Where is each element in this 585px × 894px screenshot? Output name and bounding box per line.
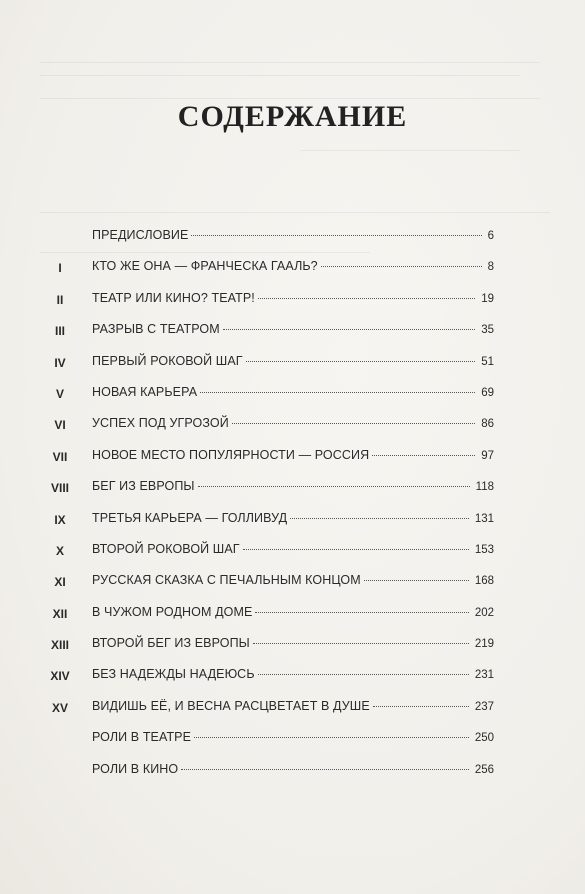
chapter-title: ТРЕТЬЯ КАРЬЕРА — ГОЛЛИВУД: [92, 510, 288, 525]
page-number: 51: [481, 355, 494, 368]
toc-entry: [0, 224, 585, 255]
toc-line: [92, 762, 494, 776]
chapter-number: VI: [54, 418, 66, 433]
dot-leader: [243, 549, 469, 550]
chapter-number: XIII: [50, 638, 69, 653]
toc-entry: [0, 381, 585, 412]
chapter-title: ВИДИШЬ ЕЁ, И ВЕСНА РАСЦВЕТАЕТ В ДУШЕ: [92, 698, 370, 713]
dot-leader: [255, 612, 468, 613]
chapter-title: РУССКАЯ СКАЗКА С ПЕЧАЛЬНЫМ КОНЦОМ: [92, 573, 361, 588]
chapter-number: V: [55, 386, 64, 401]
chapter-number: III: [54, 324, 65, 339]
dot-leader: [364, 580, 469, 581]
chapter-title: РАЗРЫВ С ТЕАТРОМ: [92, 322, 220, 337]
dot-leader: [232, 423, 475, 424]
toc-line: [92, 259, 494, 273]
page-number: 168: [474, 575, 494, 588]
chapter-title: НОВОЕ МЕСТО ПОПУЛЯРНОСТИ — РОССИЯ: [92, 447, 370, 462]
toc-line: [92, 228, 494, 242]
chapter-title: БЕГ ИЗ ЕВРОПЫ: [92, 479, 195, 494]
bleed-through-line: [40, 62, 540, 63]
page-number: 237: [474, 700, 494, 713]
toc-line: [92, 416, 494, 430]
page-number: 131: [474, 512, 494, 525]
toc-entry: [0, 507, 585, 538]
page-number: 231: [474, 669, 494, 682]
page-number: 153: [474, 543, 494, 556]
chapter-number: XIV: [50, 669, 70, 684]
chapter-title: НОВАЯ КАРЬЕРА: [92, 384, 198, 399]
bleed-through-line: [40, 212, 550, 213]
dot-leader: [321, 266, 482, 267]
bleed-through-line: [300, 150, 520, 151]
dot-leader: [246, 361, 476, 362]
page-number: 69: [481, 386, 494, 399]
dot-leader: [223, 329, 475, 330]
toc-entry: [0, 287, 585, 318]
chapter-number: IX: [54, 512, 66, 527]
chapter-number: IV: [54, 355, 66, 370]
page-number: 86: [481, 418, 494, 431]
toc-entry: [0, 726, 585, 757]
page-number: 19: [481, 292, 494, 305]
dot-leader: [290, 518, 469, 519]
chapter-title: ПРЕДИСЛОВИЕ: [92, 228, 189, 242]
page-number: 6: [487, 230, 494, 242]
dot-leader: [373, 706, 469, 707]
toc-entry: [0, 663, 585, 694]
toc-entry: [0, 444, 585, 475]
chapter-title: ТЕАТР ИЛИ КИНО? ТЕАТР!: [92, 290, 255, 305]
dot-leader: [194, 737, 469, 738]
chapter-title: В ЧУЖОМ РОДНОМ ДОМЕ: [92, 604, 253, 619]
toc-entry: [0, 318, 585, 349]
dot-leader: [253, 643, 469, 644]
toc-line: [92, 573, 494, 587]
page-number: 8: [487, 261, 494, 274]
chapter-number: X: [55, 543, 64, 558]
page-number: 118: [475, 481, 494, 494]
toc-line: [92, 636, 494, 650]
toc-line: [92, 354, 494, 368]
toc-line: [92, 322, 494, 336]
toc-entry: [0, 255, 585, 286]
chapter-number: II: [56, 292, 64, 307]
chapter-title: РОЛИ В ТЕАТРЕ: [92, 730, 192, 745]
bleed-through-line: [40, 98, 540, 99]
chapter-number: XII: [52, 606, 68, 621]
toc-entry: [0, 632, 585, 663]
chapter-title: УСПЕХ ПОД УГРОЗОЙ: [92, 416, 229, 431]
toc-line: [92, 542, 494, 556]
dot-leader: [181, 769, 469, 770]
page-number: 35: [481, 324, 494, 337]
toc-entry: [0, 538, 585, 569]
dot-leader: [372, 455, 475, 456]
dot-leader: [200, 392, 475, 393]
toc-line: [92, 385, 494, 399]
toc-line: [92, 730, 494, 744]
dot-leader: [198, 486, 470, 487]
dot-leader: [258, 298, 475, 299]
chapter-title: КТО ЖЕ ОНА — ФРАНЧЕСКА ГААЛЬ?: [92, 259, 318, 274]
page-number: 250: [474, 732, 494, 745]
toc-line: [92, 479, 494, 493]
chapter-title: РОЛИ В КИНО: [92, 761, 179, 776]
table-of-contents: [0, 224, 585, 789]
toc-line: [92, 448, 494, 462]
page-title: СОДЕРЖАНИЕ: [177, 100, 408, 133]
bleed-through-line: [40, 75, 520, 76]
chapter-title: БЕЗ НАДЕЖДЫ НАДЕЮСЬ: [92, 667, 255, 682]
toc-entry: [0, 569, 585, 600]
chapter-number: XI: [54, 575, 66, 590]
toc-entry: [0, 695, 585, 726]
toc-entry: [0, 412, 585, 443]
toc-entry: [0, 758, 585, 789]
toc-line: [92, 605, 494, 619]
toc-entry: [0, 475, 585, 506]
dot-leader: [191, 235, 481, 236]
chapter-number: I: [58, 261, 62, 276]
toc-line: [92, 511, 494, 525]
chapter-number: XV: [51, 700, 68, 715]
toc-line: [92, 667, 494, 681]
chapter-title: ВТОРОЙ БЕГ ИЗ ЕВРОПЫ: [92, 636, 250, 651]
page-number: 256: [474, 763, 494, 776]
chapter-number: VIII: [50, 481, 69, 496]
dot-leader: [258, 674, 469, 675]
page-number: 219: [474, 638, 494, 651]
toc-line: [92, 291, 494, 305]
chapter-title: ВТОРОЙ РОКОВОЙ ШАГ: [92, 541, 240, 556]
chapter-number: VII: [52, 449, 68, 464]
toc-entry: [0, 350, 585, 381]
page-number: 202: [474, 606, 494, 619]
chapter-title: ПЕРВЫЙ РОКОВОЙ ШАГ: [92, 353, 243, 368]
toc-line: [92, 699, 494, 713]
toc-entry: [0, 601, 585, 632]
page-number: 97: [481, 449, 494, 462]
